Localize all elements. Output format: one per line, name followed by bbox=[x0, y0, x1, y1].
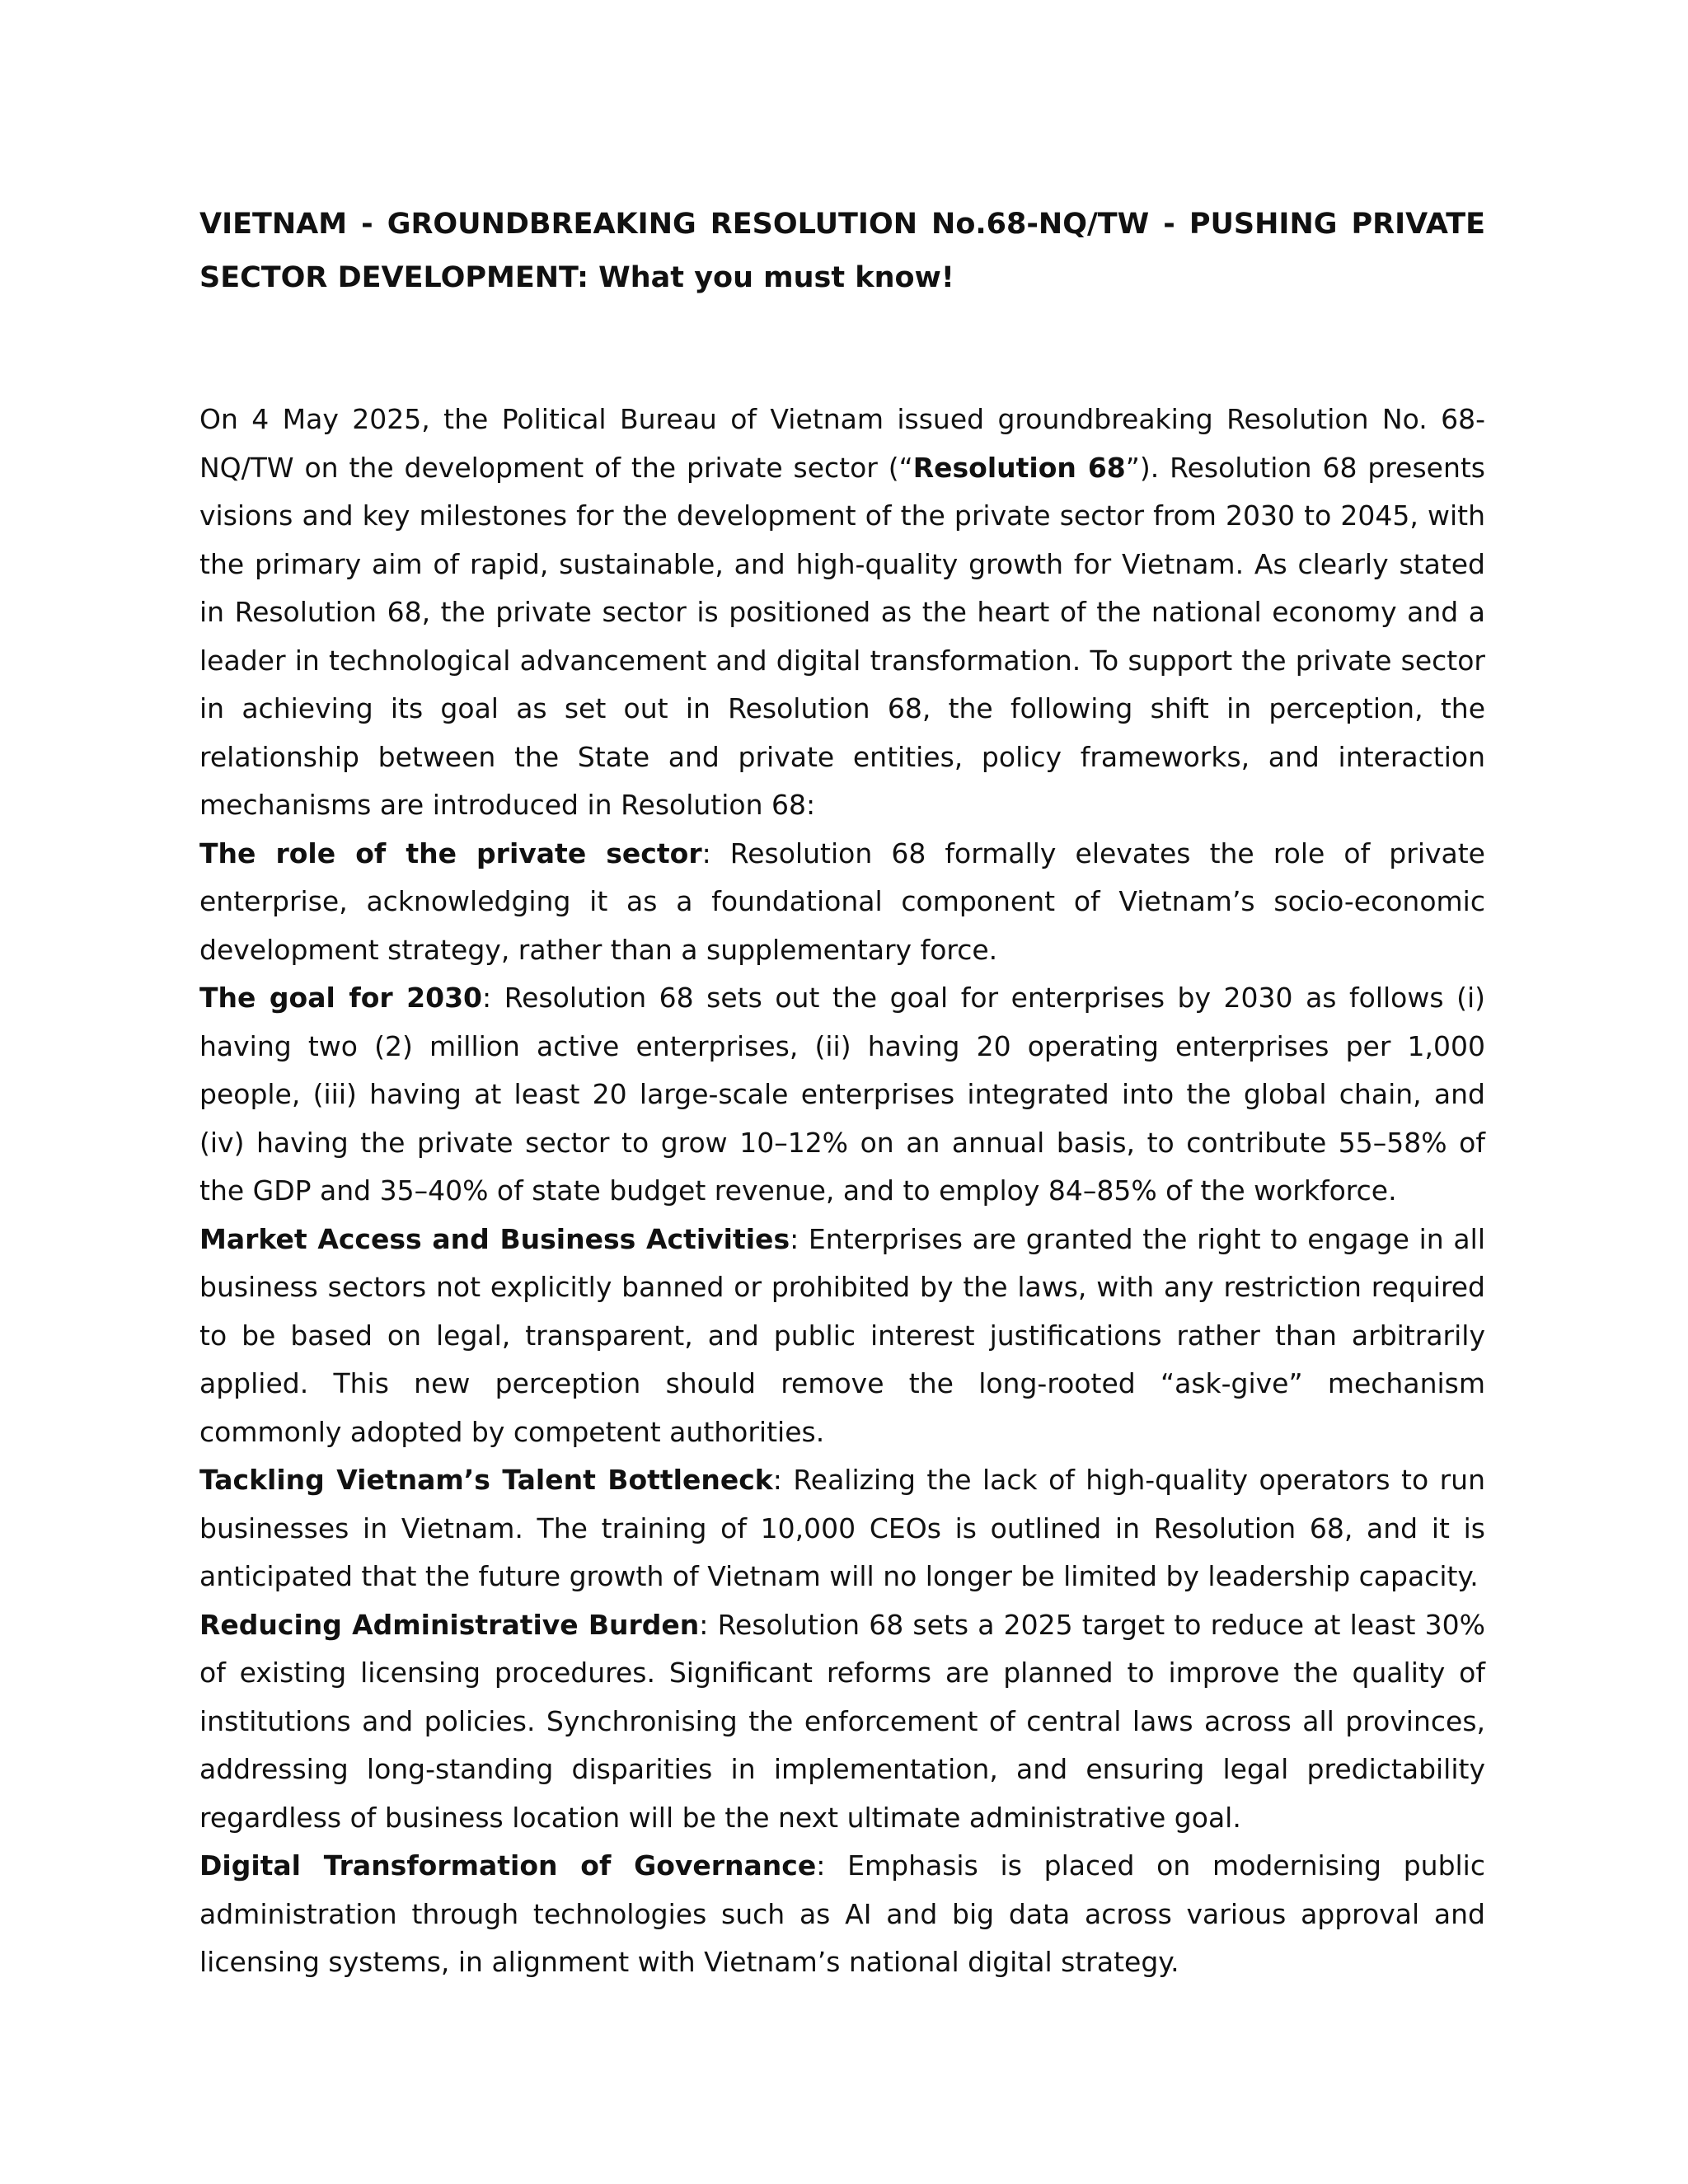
document-body bbox=[199, 396, 1485, 1987]
document-title: VIETNAM - GROUNDBREAKING RESOLUTION No.68-NQ/TW - PUSHING PRIVATE SECTOR DEVELOPMENT: What you must know! bbox=[199, 208, 1485, 294]
section-private-sector-role bbox=[199, 830, 1485, 975]
section-text: : Realizing the lack of high-quality operators to run businesses in Vietnam. The training of 10,000 CEOs is outlined in Resolution 68, and it is anticipated that the future growth of Vietnam will no longer be limited by leadership capacity. bbox=[199, 1464, 1485, 1592]
section-heading: Tackling Vietnam’s Talent Bottleneck bbox=[199, 1464, 773, 1496]
section-text: : Resolution 68 formally elevates the role of private enterprise, acknowledging it as a foundational component of Vietnam’s socio-economic development strategy, rather than a supplementary force. bbox=[199, 837, 1485, 966]
intro-defined-term: Resolution 68 bbox=[912, 451, 1126, 484]
section-heading: The role of the private sector bbox=[199, 837, 702, 869]
intro-paragraph bbox=[199, 396, 1485, 830]
section-heading: Market Access and Business Activities bbox=[199, 1222, 790, 1255]
section-administrative-burden bbox=[199, 1601, 1485, 1843]
section-text: : Resolution 68 sets out the goal for enterprises by 2030 as follows (i) having two (2) million active enterprises, (ii) having 20 operating enterprises per 1,000 people, (iii) having at least 20 large-scale enterprises integrated into the global chain, and (iv) having the private sector to grow 10–12% on an annual basis, to contribute 55–58% of the GDP and 35–40% of state budget revenue, and to employ 84–85% of the workforce. bbox=[199, 982, 1486, 1207]
section-heading: Reducing Administrative Burden bbox=[199, 1608, 700, 1641]
section-text: : Enterprises are granted the right to engage in all business sectors not explicitly banned or prohibited by the laws, with any restriction required to be based on legal, transparent, and public interest justifications rather than arbitrarily applied. This new perception should remove the long-rooted “ask-give” mechanism commonly adopted by competent authorities. bbox=[199, 1222, 1485, 1448]
section-goal-2030 bbox=[199, 974, 1485, 1216]
section-talent-bottleneck bbox=[199, 1456, 1485, 1601]
section-text: : Resolution 68 sets a 2025 target to reduce at least 30% of existing licensing procedures. Significant reforms are planned to improve the quality of institutions and policies. Synchronising the enforcement of central laws across all provinces, addressing long-standing disparities in implementation, and ensuring legal predictability regardless of business location will be the next ultimate administrative goal. bbox=[199, 1608, 1485, 1834]
section-digital-transformation bbox=[199, 1842, 1485, 1987]
section-market-access bbox=[199, 1216, 1485, 1457]
section-heading: Digital Transformation of Governance bbox=[199, 1849, 817, 1882]
intro-text-end: ”). Resolution 68 presents visions and key milestones for the development of the private sector from 2030 to 2045, with the primary aim of rapid, sustainable, and high-quality growth for Vietnam. As clearly stated in Resolution 68, the private sector is positioned as the heart of the national economy and a leader in technological advancement and digital transformation. To support the private sector in achieving its goal as set out in Resolution 68, the following shift in perception, the relationship between the State and private entities, policy frameworks, and interaction mechanisms are introduced in Resolution 68: bbox=[199, 451, 1485, 821]
document-page bbox=[199, 198, 1485, 1987]
intro-text-start: On 4 May 2025, the Political Bureau of Vietnam issued groundbreaking Resolution No. 68-NQ/TW on the development of the private sector (“ bbox=[199, 403, 1485, 484]
section-heading: The goal for 2030 bbox=[199, 982, 483, 1014]
section-text: : Emphasis is placed on modernising public administration through technologies such as AI and big data across various approval and licensing systems, in alignment with Vietnam’s national digital strategy. bbox=[199, 1849, 1485, 1978]
